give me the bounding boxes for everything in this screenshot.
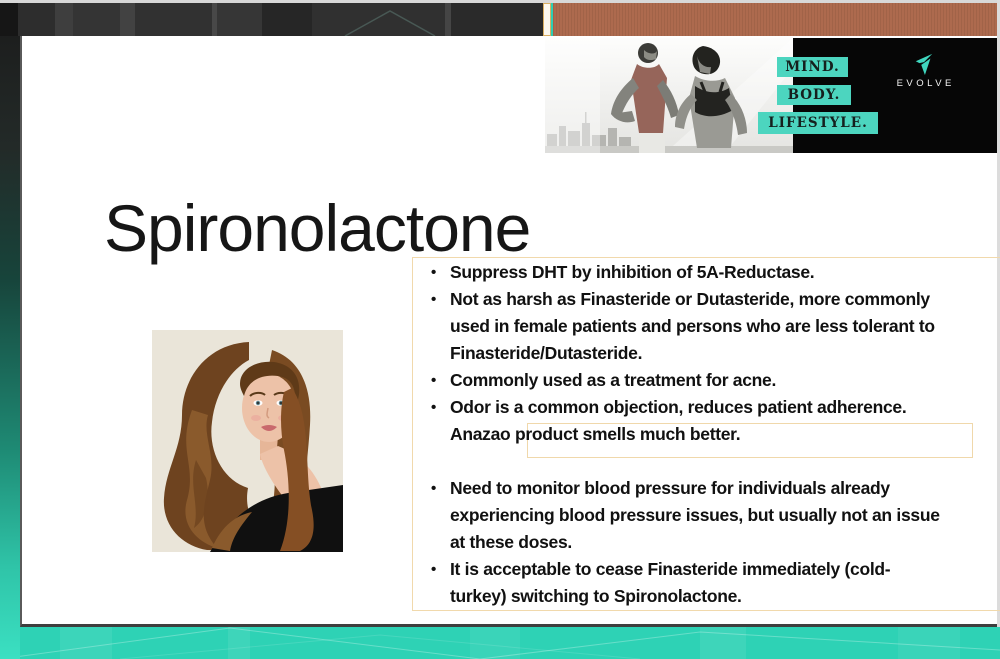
tagline-body-label: BODY.: [787, 87, 841, 103]
bullet-line: • Need to monitor blood pressure for individuals already: [450, 478, 890, 498]
evolve-brand-text: EVOLVE: [896, 78, 955, 89]
triangle-outline-decor: [0, 3, 543, 36]
bullet-item: [428, 394, 1000, 448]
bullet-list-primary: [428, 259, 1000, 448]
bullet-line: used in female patients and persons who are less tolerant to: [450, 316, 935, 336]
bullet-line: • Odor is a common objection, reduces patient adherence.: [450, 397, 907, 417]
bullet-line: at these doses.: [450, 532, 572, 552]
facet-pattern: [0, 627, 1000, 659]
brown-bar: [553, 3, 997, 36]
bullet-line: • Commonly used as a treatment for acne.: [450, 370, 777, 390]
tagline-mind-label: MIND.: [785, 59, 840, 75]
gold-sliver-decor: [543, 3, 551, 36]
joggers-photo: [545, 38, 793, 153]
bullet-line: turkey) switching to Spironolactone.: [450, 586, 742, 606]
tagline-lifestyle: [758, 112, 878, 134]
bullet-line: experiencing blood pressure issues, but usually not an issue: [450, 505, 940, 525]
portrait-image: [152, 330, 343, 552]
evolve-logo: [878, 53, 970, 89]
bullet-item: [428, 475, 1000, 556]
page-title: Spironolactone: [104, 191, 531, 265]
tagline-lifestyle-label: LIFESTYLE.: [768, 115, 868, 131]
tagline-body: [777, 85, 851, 105]
brand-banner: [545, 38, 997, 153]
left-gradient-strip: [0, 3, 20, 659]
bullet-line: Anazao product smells much better.: [450, 424, 741, 444]
bullet-line: • It is acceptable to cease Finasteride immediately (cold-: [450, 559, 891, 579]
teal-background: [0, 627, 1000, 659]
bullet-line: • Suppress DHT by inhibition of 5A-Reductase.: [450, 262, 815, 282]
bullet-item: [428, 259, 1000, 286]
bullet-item: [428, 367, 1000, 394]
evolve-bolt-icon: [913, 53, 935, 75]
top-dark-bar: [0, 3, 543, 36]
bullet-list-secondary: [428, 475, 1000, 610]
tagline-mind: [777, 57, 848, 77]
bullet-line: Finasteride/Dutasteride.: [450, 343, 643, 363]
bullet-item: [428, 286, 1000, 367]
bullet-line: • Not as harsh as Finasteride or Dutasteride, more commonly: [450, 289, 930, 309]
bullet-item: [428, 556, 1000, 610]
